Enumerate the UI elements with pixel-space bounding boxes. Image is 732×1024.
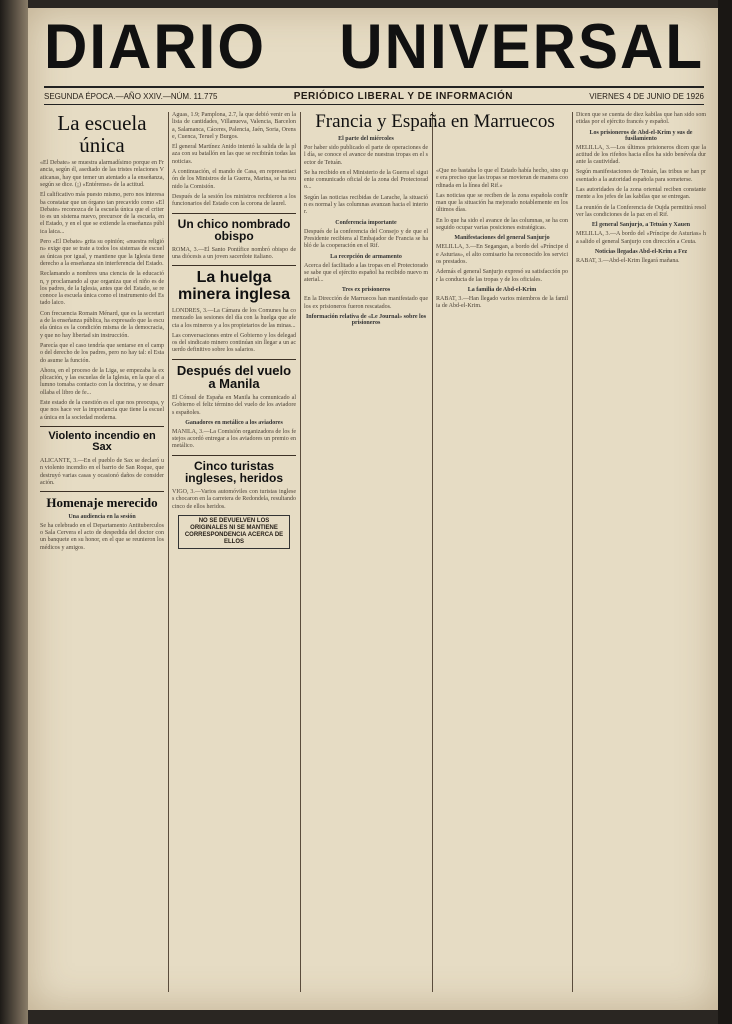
article-paragraph: El calificativo más puesto mismo, pero nos interesaba constatar que un órgano tan precavido como «El Debate» reconozca de la escuela única que el criterio es un sistema nuevo, precursor de la escuela, en el Estado, y en el que se extiende la enseñanza pública laica... [40,192,164,235]
headline-escuela-unica: La escuela única [57,111,147,158]
date: VIERNES 4 DE JUNIO DE 1926 [589,91,704,101]
article-paragraph: Este estado de la cuestión es el que nos preocupa, y que nos hace ver la importancia que tiene la escuela única en la sociedad moderna. [40,400,164,421]
column-5 [576,112,706,992]
subheading: La familia de Abd-el-Krim [467,286,537,293]
editorial-notice: NO SE DEVUELVEN LOS ORIGINALES NI SE MANTIENE CORRESPONDENCIA ACERCA DE ELLOS [178,515,290,549]
article-paragraph: MELILLA, 3.—En Segangan, a bordo del «Príncipe de Asturias», el alto comisario ha reconocido los servicios prestados. [436,244,568,265]
article-paragraph: El general Martínez Anido intentó la salida de la plaza con su batallón en las que se recibirán todas las noticias. [172,144,296,165]
headline-obispo: Un chico nombrado obispo [177,216,291,244]
article-paragraph: MELILLA, 3.—Los últimos prisioneros dicen que la actitud de los rifeños hacia ellos ha sido benévola durante la cautividad. [576,144,706,166]
masthead-left: DIARIO [44,11,266,82]
article-paragraph: En la Dirección de Marruecos han manifestado que los ex prisioneros fueron rescatados. [304,296,428,310]
article-paragraph: Las conversaciones entre el Gobierno y los delegados del sindicato minero continúan sin llegar a un acuerdo definitivo sobre los salarios. [172,332,296,354]
subheading: La recepción de armamento [330,253,402,260]
headline-turistas: Cinco turistas ingleses, heridos [184,458,284,486]
subheading: El general Sanjurjo, a Tetuán y Xauen [591,222,691,229]
article-paragraph: Después de la conferencia del Consejo y de que el Presidente recibiera al Embajador de Francia se habló de la cooperación en el Rif. [304,228,428,250]
article-paragraph: RABAT, 3.—Abd-el-Krim llegará mañana. [576,257,680,264]
subheading: Una audiencia en la sesión [68,513,136,520]
column-1 [40,112,164,992]
subheading: Manifestaciones del general Sanjurjo [454,235,550,242]
tagline: PERIÓDICO LIBERAL Y DE INFORMACIÓN [293,90,513,102]
article-paragraph: Después de la sesión los ministros recibieron a los funcionarios del Estado con la corona de laurel. [172,193,296,208]
article-paragraph: ALICANTE, 3.—En el pueblo de Sax se declaró un violento incendio en el barrio de San Roque, que destruyó varias casas y ocasionó daños de consideración. [40,457,164,486]
article-paragraph: ROMA, 3.—El Santo Pontífice nombró obispo de una diócesis a un joven sacerdote italiano. [172,246,296,261]
article-paragraph: Se ha celebrado en el Departamento Antituberculoso Sala Cervera el acto de despedida del doctor con un banquete en su honor, en el que se reunieron los médicos y amigos. [40,522,164,551]
headline-incendio-sax: Violento incendio en Sax [48,429,156,454]
headline-francia-espana: Francia y España en Marruecos [315,111,555,132]
divider [172,213,296,214]
article-paragraph: Por haber sido publicado el parte de operaciones del día, se conoce el avance de nuestras tropas en el sector de Tetuán. [304,144,428,166]
article-paragraph: Según manifestaciones de Tetuán, las tribus se han presentado a la autoridad española para someterse. [576,169,706,183]
page-edge [718,0,732,1024]
masthead-subline [44,86,704,105]
column-rule [572,112,573,992]
divider [172,455,296,456]
headline-homenaje: Homenaje merecido [46,495,158,511]
article-paragraph: «El Debate» se muestra alarmadísimo porque en Francia, según él, asediado de las tristes relaciones Vaticanas, hay que temer un atentado a la enseñanza, según se dice. (¡) «Entérense» de la actitud. [40,160,164,188]
divider [40,426,164,427]
article-paragraph: Las autoridades de la zona oriental reciben constantemente a los jefes de las kabilas que se entregan. [576,187,706,201]
masthead [44,11,704,82]
article-paragraph: La reunión de la Conferencia de Oujda permitirá resolver las condiciones de la paz en el Rif. [576,204,706,218]
article-paragraph: MANILA, 3.—La Comisión organizadora de los festejos acordó entregar a los aviadores un premio en metálico. [172,428,296,450]
article-paragraph: MELILLA, 3.—A bordo del «Príncipe de Asturias» ha salido el general Sanjurjo con dirección a Ceuta. [576,231,706,245]
article-paragraph: Parecía que el caso tendría que sentarse en el campo del derecho de los padres, pero no hay tal: el Estado asume la función. [40,342,164,364]
article-paragraph: A continuación, el mando de Casa, en representación de los Ministros de la Guerra, Marina, se ha reunido la Comisión. [172,169,296,190]
column-2 [172,112,296,992]
article-paragraph: Con frecuencia Romain Ménard, que es la secretaria de la enseñanza pública, ha expresado que la escuela única es la condición misma de la democracia, y que no hay libertad sin instrucción. [40,310,164,339]
article-paragraph: «Que no bastaba lo que el Estado había hecho, sino que era preciso que las tropas se movieran de manera coordinada en la línea del Rif.» [436,168,568,189]
article-paragraph: RABAT, 3.—Han llegado varios miembros de la familia de Abd-el-Krim. [436,295,568,310]
newspaper-page [28,8,718,1010]
article-paragraph: Además el general Sanjurjo expresó su satisfacción por la conducta de las tropas y de los oficiales. [436,269,568,283]
subheading: Noticias llegadas Abd-el-Krim a Fez [594,248,688,255]
article-paragraph: Dicen que se cuenta de diez kabilas que han sido sometidas por el ejército francés y español. [576,112,706,126]
headline-huelga: La huelga minera inglesa [177,269,291,304]
column-rule [432,112,433,992]
article-paragraph: Reclamando a nombres una ciencia de la educación, y proclamando al que organiza que el niño es de los padres, de la Iglesia, antes que del Estado, se reconoce la escuela única como el instrumento del Estado laico. [40,271,164,307]
article-paragraph: En lo que ha sido el avance de las columnas, se ha conseguido ocupar varias posiciones estratégicas. [436,217,568,232]
binding-strip [0,0,28,1024]
article-paragraph: Se ha recibido en el Ministerio de la Guerra el siguiente comunicado oficial de la zona del Protectorado... [304,169,428,191]
article-paragraph: Ahora, en el proceso de la Liga, se empezaba la explicación, y las escuelas de la Iglesia, en la que el alumno tomaba contacto con la doctrina, y se desarrollaba el libro de fe... [40,367,164,396]
article-paragraph: Acerca del facilitado a las tropas en el Protectorado se sabe que el ejército español ha recibido nuevo material... [304,262,428,284]
article-paragraph: VIGO, 3.—Varios automóviles con turistas ingleses chocaron en la carretera de Redondela, resultando cinco de ellos heridos. [172,488,296,510]
subheading: Ganadores en metálico a los aviadores [185,419,283,426]
column-rule [300,112,301,992]
headline-manila: Después del vuelo a Manila [176,362,292,392]
subheading: Información relativa de «Le Journal» sobre los prisioneros [305,313,427,326]
article-paragraph: Pero «El Debate» grita su opinión; «nuestra religión» exige que se trate a todos los sistemas de escuelas únicas por igual, y mantiene que la Iglesia tiene derecho a la enseñanza sin interferencia del Estado. [40,239,164,267]
column-4 [436,168,568,992]
article-paragraph: LONDRES, 3.—La Cámara de los Comunes ha comenzado las sesiones del día con la huelga que afecta a los mineros y a los propietarios de las minas... [172,307,296,329]
article-paragraph: Aguas, 1.9; Pamplona, 2.7, la que debió venir en la lista de cantidades, Villanueva, Valencia, Barcelona, Salamanca, Cáceres, Palencia, Jaén, Soria, Orense, Cuenca, Teruel y Burgos. [172,112,296,140]
masthead-right: UNIVERSAL [339,11,704,82]
subheading: Tres ex prisioneros [341,287,391,294]
divider [172,359,296,360]
subheading: El parte del miércoles [338,135,394,142]
subheading: Los prisioneros de Abd-el-Krim y sus de fusilamiento [589,129,693,142]
article-paragraph: Según las noticias recibidas de Larache, la situación es normal y las columnas avanzan hacia el interior. [304,194,428,216]
article-paragraph: Las noticias que se reciben de la zona española confirman que la situación ha mejorado notablemente en los últimos días. [436,192,568,214]
subheading: Conferencia importante [335,219,397,226]
divider [172,265,296,266]
edition-info: SEGUNDA ÉPOCA.—AÑO XXIV.—NÚM. 11.775 [44,91,218,101]
column-rule [168,112,169,992]
article-paragraph: El Cónsul de España en Manila ha comunicado al Gobierno el feliz término del vuelo de los aviadores españoles. [172,395,296,416]
divider [40,491,164,492]
